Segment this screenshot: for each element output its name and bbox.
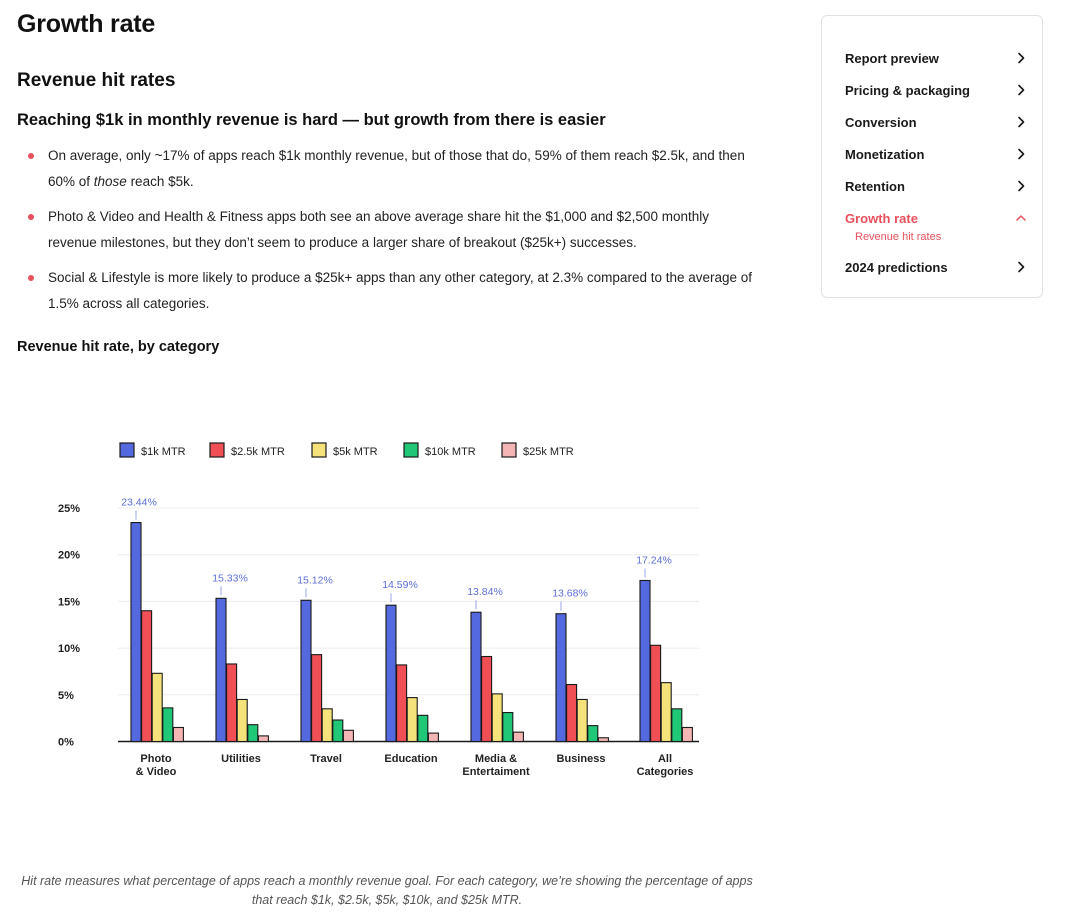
- bar: [418, 715, 428, 741]
- toc-item-2024-predictions[interactable]: [845, 257, 1029, 277]
- page-title: Growth rate: [17, 10, 156, 38]
- bar: [428, 733, 438, 741]
- toc-subitem-revenue-hit-rates[interactable]: Revenue hit rates: [855, 231, 942, 243]
- data-label: 15.33%: [212, 572, 248, 585]
- chevron-right-icon: [1013, 259, 1029, 275]
- data-label: 17.24%: [636, 554, 672, 567]
- legend-swatch: [502, 443, 516, 457]
- bullet-text: Social & Lifestyle is more likely to produce a $25k+ apps than any other category, at 2.3% compared to the average of 1.5% across all categories.: [48, 270, 753, 311]
- data-label: 15.12%: [297, 574, 333, 587]
- bar: [322, 709, 332, 742]
- toc-item-label: Report preview: [845, 50, 939, 66]
- bar: [682, 727, 692, 741]
- bar: [227, 664, 237, 742]
- toc-item-label: Pricing & packaging: [845, 82, 970, 98]
- legend-label: $5k MTR: [333, 446, 378, 458]
- bar: [471, 612, 481, 741]
- bar: [131, 523, 141, 742]
- x-tick-label: Education: [384, 753, 438, 765]
- data-label: 13.84%: [467, 586, 503, 599]
- toc-item-label: Retention: [845, 178, 905, 194]
- table-of-contents: [821, 15, 1043, 298]
- y-tick-label: 20%: [58, 549, 81, 562]
- legend-swatch: [312, 443, 326, 457]
- bar: [163, 708, 173, 742]
- chart-title: Revenue hit rate, by category: [17, 339, 220, 355]
- bar: [672, 709, 682, 742]
- bar: [248, 725, 258, 742]
- x-tick-label: Utilities: [221, 753, 261, 765]
- bar: [237, 699, 247, 741]
- legend-swatch: [210, 443, 224, 457]
- legend-label: $10k MTR: [425, 446, 476, 458]
- data-label: 23.44%: [121, 496, 157, 509]
- chevron-up-icon: [1013, 210, 1029, 226]
- chevron-right-icon: [1013, 146, 1029, 162]
- x-tick-label: Travel: [310, 753, 342, 765]
- bar: [333, 720, 343, 741]
- x-tick-label: Photo: [140, 753, 172, 765]
- toc-item-retention[interactable]: [845, 176, 1029, 196]
- bar: [407, 698, 417, 742]
- y-tick-label: 10%: [58, 643, 81, 656]
- bar: [503, 713, 513, 742]
- bar: [556, 614, 566, 742]
- bar: [216, 598, 226, 741]
- legend-label: $2.5k MTR: [231, 446, 285, 458]
- bar: [173, 727, 183, 741]
- bar: [513, 732, 523, 741]
- toc-item-growth-rate[interactable]: [845, 208, 1029, 228]
- x-tick-label: Business: [556, 753, 606, 765]
- bar: [386, 605, 396, 741]
- chart-legend: [120, 443, 574, 458]
- legend-swatch: [120, 443, 134, 457]
- chevron-right-icon: [1013, 114, 1029, 130]
- x-tick-label: & Video: [135, 766, 177, 778]
- y-tick-label: 15%: [58, 596, 81, 609]
- x-tick-label: Media &: [474, 753, 518, 765]
- subsection-title: Reaching $1k in monthly revenue is hard — but growth from there is easier: [17, 111, 606, 129]
- bar: [567, 685, 577, 742]
- toc-item-label: Growth rate: [845, 210, 918, 226]
- bar: [397, 665, 407, 742]
- bar: [661, 683, 671, 742]
- bullet-text: Photo & Video and Health & Fitness apps both see an above average share hit the $1,000 and $2,500 monthly revenue milestones, but they don’t seem to produce a larger share of breakout ($25k+) successes.: [48, 209, 709, 250]
- bar: [492, 694, 502, 742]
- data-label: 13.68%: [552, 587, 588, 600]
- legend-label: $25k MTR: [523, 446, 574, 458]
- chart-caption: Hit rate measures what percentage of apps reach a monthly revenue goal. For each category, we’re showing the percentage of apps that reach $1k, $2.5k, $5k, $10k, and $25k MTR.: [21, 874, 753, 907]
- bar: [301, 600, 311, 741]
- bullet-text-end: reach $5k.: [126, 174, 194, 189]
- bar: [312, 655, 322, 742]
- y-tick-label: 0%: [58, 736, 74, 749]
- y-tick-label: 25%: [58, 503, 81, 515]
- bar: [588, 726, 598, 742]
- bar: [640, 580, 650, 741]
- data-label: 14.59%: [382, 579, 418, 592]
- toc-item-conversion[interactable]: [845, 112, 1029, 132]
- bar: [482, 657, 492, 742]
- chevron-right-icon: [1013, 82, 1029, 98]
- chevron-right-icon: [1013, 50, 1029, 66]
- bar: [142, 611, 152, 742]
- toc-item-label: Monetization: [845, 146, 925, 162]
- bar: [651, 645, 661, 741]
- x-tick-label: Categories: [636, 766, 694, 778]
- chart-bars: [131, 523, 692, 742]
- toc-item-pricing-packaging[interactable]: [845, 80, 1029, 100]
- y-axis-ticks: [58, 503, 80, 749]
- bar: [598, 738, 608, 742]
- chart-annotations: [121, 497, 672, 611]
- bar: [343, 730, 353, 741]
- bar: [258, 736, 268, 742]
- chevron-right-icon: [1013, 178, 1029, 194]
- x-tick-label: Entertaiment: [462, 766, 530, 778]
- bar: [577, 699, 587, 741]
- toc-item-label: 2024 predictions: [845, 259, 948, 275]
- bullet-emphasis: those: [93, 174, 127, 189]
- toc-item-report-preview[interactable]: [845, 48, 1029, 68]
- legend-label: $1k MTR: [141, 446, 186, 458]
- bar: [152, 673, 162, 741]
- y-tick-label: 5%: [58, 689, 74, 702]
- x-tick-label: All: [657, 753, 673, 765]
- section-title: Revenue hit rates: [17, 70, 176, 91]
- toc-item-monetization[interactable]: [845, 144, 1029, 164]
- legend-swatch: [404, 443, 418, 457]
- bullet-text: On average, only ~17% of apps reach $1k monthly revenue, but of those that do, 59% of them reach $2.5k, and then 60% of: [48, 148, 745, 189]
- toc-item-label: Conversion: [845, 114, 917, 130]
- x-axis-ticks: [136, 753, 694, 778]
